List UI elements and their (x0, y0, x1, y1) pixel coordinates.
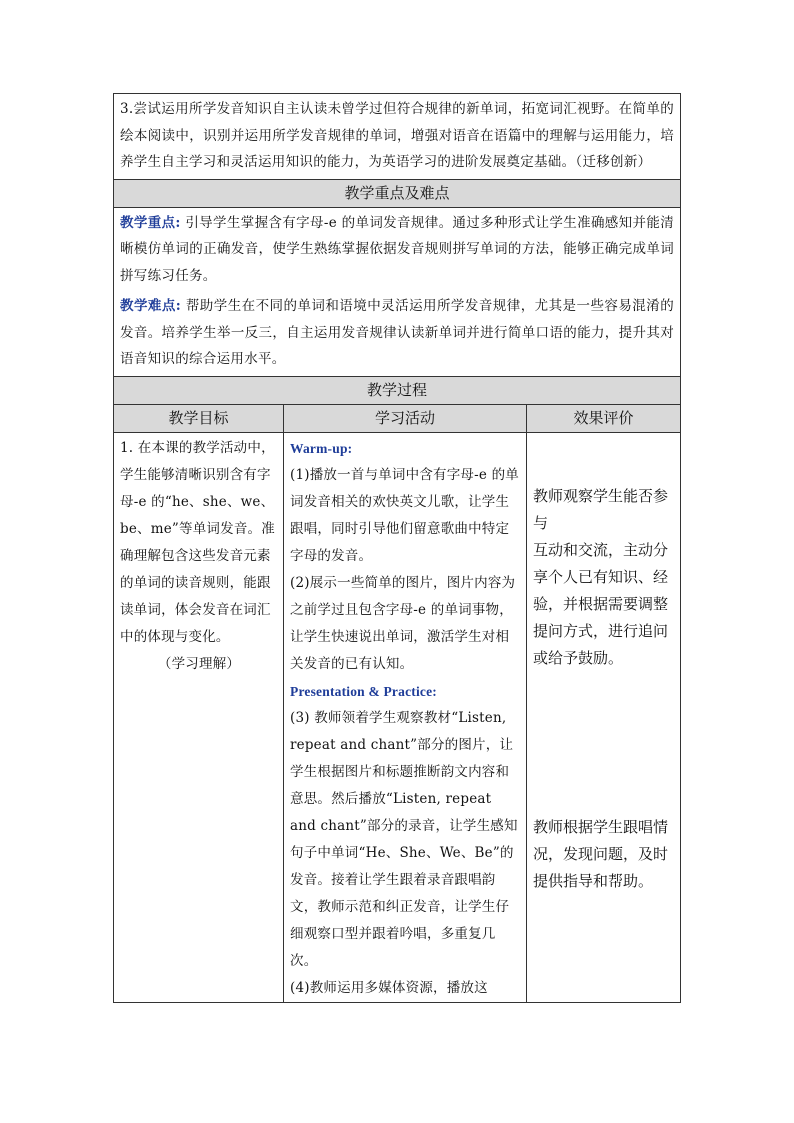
activity-cell (284, 432, 527, 1002)
evaluation-cell (527, 432, 681, 1002)
warmup-step-2: (2)展示一些简单的图片，图片内容为之前学过且包含字母-e 的单词事物，让学生快速说出单词，激活学生对相关发音的已有认知。 (290, 574, 516, 672)
process-heading: 教学过程 (114, 376, 681, 404)
difficult-point-label: 教学难点: (120, 298, 182, 314)
column-header-row (114, 404, 681, 432)
presentation-step-4: (4)教师运用多媒体资源，播放这 (290, 979, 488, 996)
focus-heading: 教学重点及难点 (114, 179, 681, 207)
key-point-text: 引导学生掌握含有字母-e 的单词发音规律。通过多种形式让学生准确感知并能清晰模仿单词的正确发音，使学生熟练掌握依据发音规则拼写单词的方法，能够正确完成单词拼写练习任务。 (120, 214, 675, 284)
focus-row (114, 207, 681, 376)
column-header-evaluation: 效果评价 (527, 404, 681, 432)
focus-heading-row (114, 179, 681, 207)
intro-cell: 3.尝试运用所学发音知识自主认读未曾学过但符合规律的新单词，拓宽词汇视野。在简单的绘本阅读中，识别并运用所学发音规律的单词，增强对语音在语篇中的理解与运用能力，培养学生自主学习和灵活运用知识的能力，为英语学习的进阶发展奠定基础。（迁移创新） (114, 94, 681, 180)
warmup-step-1: (1)播放一首与单词中含有字母-e 的单词发音相关的欢快英文儿歌，让学生跟唱，同时引导他们留意歌曲中特定字母的发音。 (290, 466, 519, 564)
process-heading-row (114, 376, 681, 404)
table (113, 93, 681, 1003)
focus-cell (114, 207, 681, 376)
key-point-label: 教学重点: (120, 214, 181, 231)
key-point (120, 210, 674, 290)
evaluation-1a: 教师观察学生能否参与 (533, 486, 669, 532)
column-header-goal: 教学目标 (114, 404, 284, 432)
difficult-point (120, 293, 674, 373)
difficult-point-text: 帮助学生在不同的单词和语境中灵活运用所学发音规律，尤其是一些容易混淆的发音。培养学生举一反三，自主运用发音规律认读新单词并进行简单口语的能力，提升其对语音知识的综合运用水平。 (120, 298, 675, 367)
goal-cell (114, 432, 284, 1002)
process-row (114, 432, 681, 1002)
column-header-activity: 学习活动 (284, 404, 527, 432)
goal-text: 1. 在本课的教学活动中，学生能够清晰识别含有字母-e 的“he、she、we、be、me”等单词发音。准确理解包含这些发音元素的单词的读音规则，能跟读单词，体会发音在词汇中的体现与变化。 (120, 439, 275, 645)
intro-row (114, 94, 681, 180)
lesson-plan-table (113, 93, 680, 1003)
presentation-title: Presentation & Practice: (290, 683, 437, 699)
goal-tag: （学习理解） (157, 655, 241, 672)
evaluation-2: 教师根据学生跟唱情况，发现问题，及时提供指导和帮助。 (533, 817, 669, 890)
presentation-step-3: (3) 教师领着学生观察教材“Listen, repeat and chant”部分的图片，让学生根据图片和标题推断韵文内容和意思。然后播放“Listen, repeat and chant”部分的录音，让学生感知句子中单词“He、She、We、Be”的发音。接着让学生跟着录音跟唱韵文，教师示范和纠正发音，让学生仔细观察口型并跟着吟唱，多重复几次。 (290, 709, 518, 969)
evaluation-1b: 互动和交流，主动分享个人已有知识、经验，并根据需要调整提问方式，进行追问或给予鼓励。 (533, 540, 669, 667)
warmup-title: Warm-up: (290, 440, 353, 456)
